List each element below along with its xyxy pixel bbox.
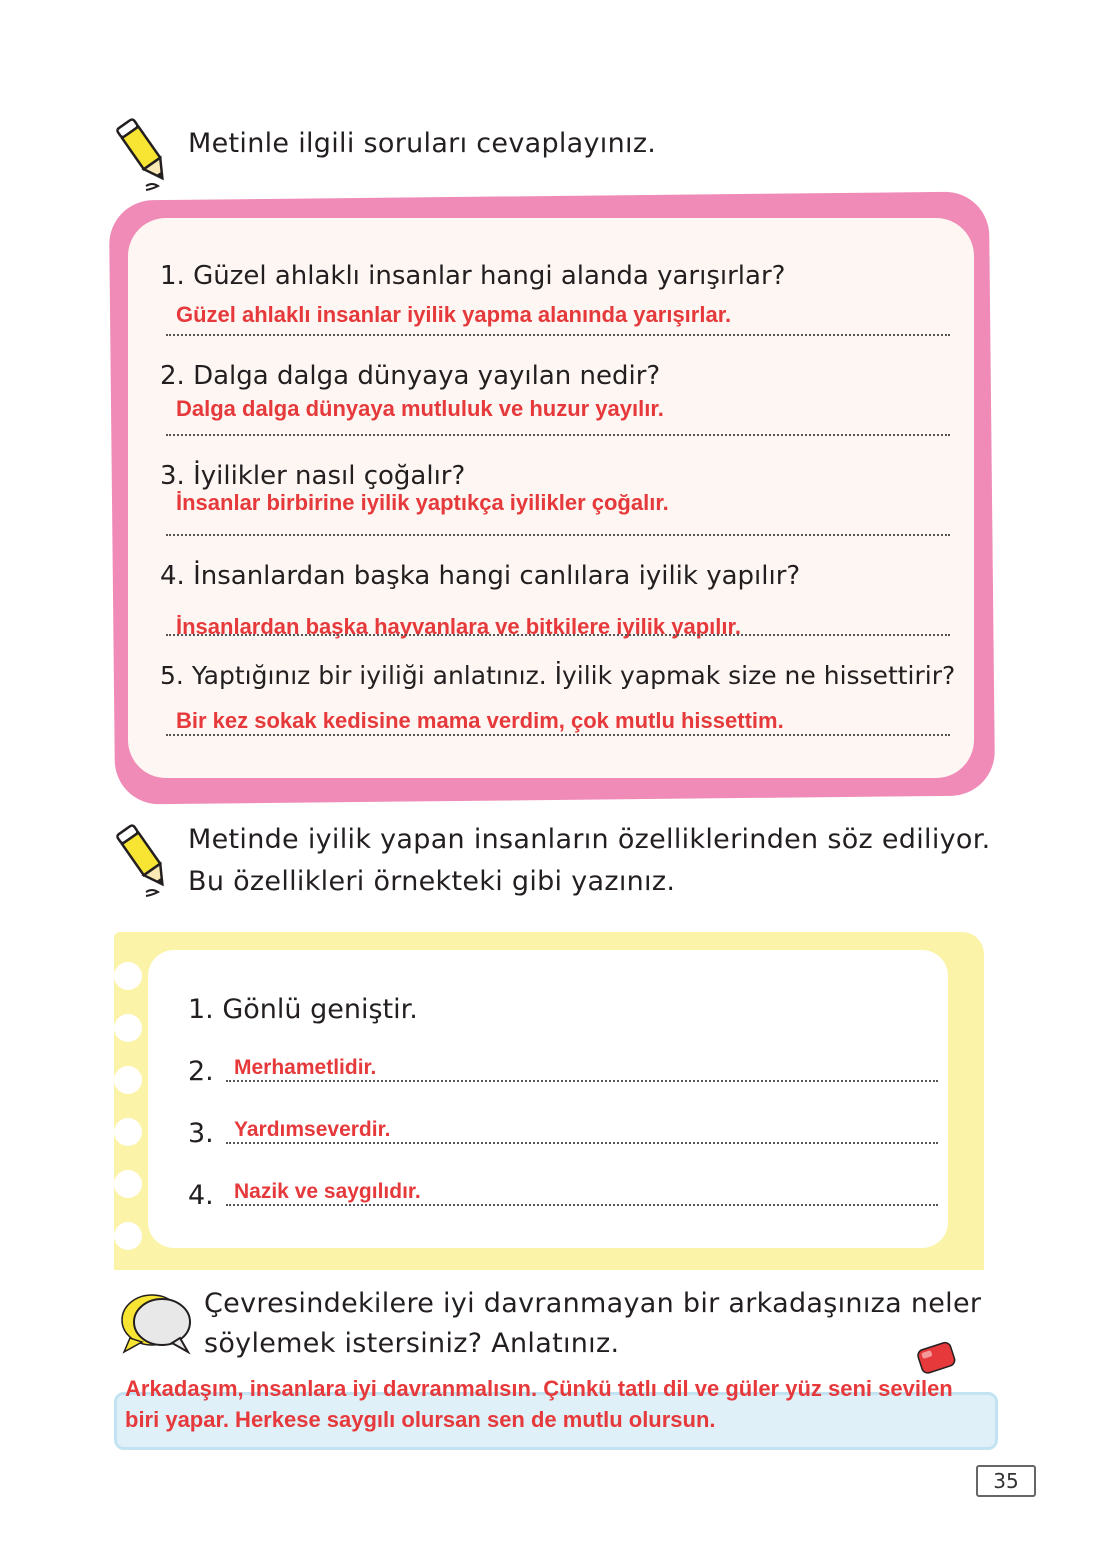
notebook-hole <box>114 1066 142 1094</box>
answer-line-4 <box>166 634 950 636</box>
answer-2[interactable]: Dalga dalga dünyaya mutluluk ve huzur yayılır. <box>176 396 664 421</box>
speech-bubble-icon <box>118 1286 196 1358</box>
notebook-hole <box>114 1170 142 1198</box>
question-4: 4. İnsanlardan başka hangi canlılara iyilik yapılır? <box>160 561 801 591</box>
answer-line-3 <box>166 534 950 536</box>
question-5: 5. Yaptığınız bir iyiliği anlatınız. İyilik yapmak size ne hissettirir? <box>160 661 956 690</box>
question-1: 1. Güzel ahlaklı insanlar hangi alanda yarışırlar? <box>160 261 786 291</box>
question-2: 2. Dalga dalga dünyaya yayılan nedir? <box>160 361 661 391</box>
answer-4[interactable]: İnsanlardan başka hayvanlara ve bitkilere iyilik yapılır. <box>176 614 741 639</box>
section2-instruction-line1: Metinde iyilik yapan insanların özelliklerinden söz ediliyor. <box>188 824 991 855</box>
item-number-3: 3. <box>188 1118 214 1149</box>
trait-line-4 <box>226 1204 938 1206</box>
item-number-2: 2. <box>188 1056 214 1087</box>
pencil-icon <box>116 818 172 898</box>
notebook-hole <box>114 1222 142 1250</box>
item-number-4: 4. <box>188 1180 214 1211</box>
pencil-icon <box>116 112 172 192</box>
notebook-hole <box>114 1118 142 1146</box>
answer-1[interactable]: Güzel ahlaklı insanlar iyilik yapma alanında yarışırlar. <box>176 302 732 327</box>
section1-instruction: Metinle ilgili soruları cevaplayınız. <box>188 128 657 159</box>
section3-answer-line2[interactable]: biri yapar. Herkese saygılı olursan sen de mutlu olursun. <box>125 1407 716 1432</box>
trait-line-2 <box>226 1080 938 1082</box>
answer-line-5 <box>166 734 950 736</box>
trait-answer-4[interactable]: Nazik ve saygılıdır. <box>234 1180 421 1203</box>
page-number: 35 <box>976 1465 1036 1497</box>
section3-instruction-line1: Çevresindekilere iyi davranmayan bir arkadaşınıza neler <box>204 1288 982 1319</box>
section3-instruction-line2: söylemek istersiniz? Anlatınız. <box>204 1328 620 1359</box>
answer-3[interactable]: İnsanlar birbirine iyilik yaptıkça iyilikler çoğalır. <box>176 490 669 515</box>
answer-line-2 <box>166 434 950 436</box>
section3-answer-line1[interactable]: Arkadaşım, insanlara iyi davranmalısın. Çünkü tatlı dil ve güler yüz seni sevilen <box>125 1376 953 1401</box>
example-item: 1. Gönlü geniştir. <box>188 994 418 1025</box>
notebook-hole <box>114 1014 142 1042</box>
notebook-hole <box>114 962 142 990</box>
trait-answer-3[interactable]: Yardımseverdir. <box>234 1118 391 1141</box>
trait-answer-2[interactable]: Merhametlidir. <box>234 1056 377 1079</box>
trait-line-3 <box>226 1142 938 1144</box>
section2-instruction-line2: Bu özellikleri örnekteki gibi yazınız. <box>188 866 676 897</box>
answer-5[interactable]: Bir kez sokak kedisine mama verdim, çok mutlu hissettim. <box>176 708 784 733</box>
question-3: 3. İyilikler nasıl çoğalır? <box>160 461 466 491</box>
answer-line-1 <box>166 334 950 336</box>
